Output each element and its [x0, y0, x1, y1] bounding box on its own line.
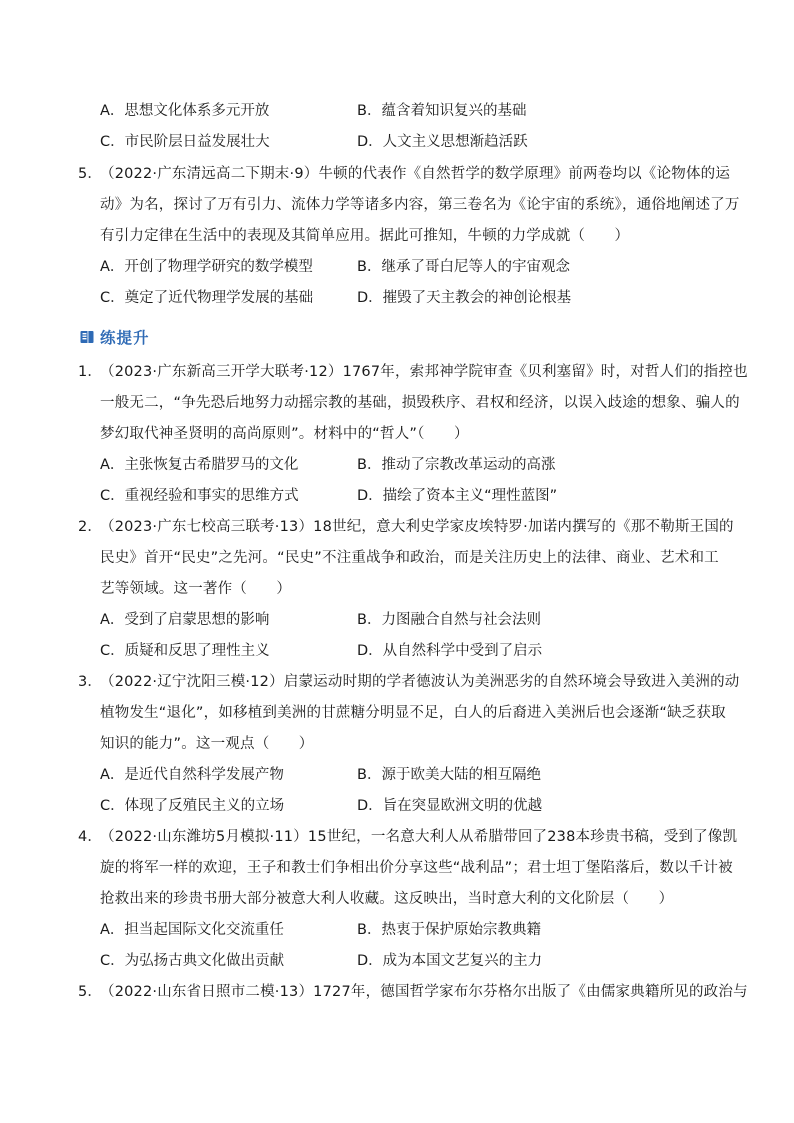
q4-number: 4． [78, 829, 103, 845]
q1-option-b[interactable]: B．推动了宗教改革运动的高涨 [357, 457, 556, 473]
q5-number: 5． [78, 984, 103, 1000]
q4-text1: （2022·山东潍坊5月模拟·11）15世纪，一名意大利人从希腊带回了238本珍贵书稿，受到了像凯 [100, 829, 738, 845]
prev-option-b[interactable]: B．蕴含着知识复兴的基础 [357, 103, 527, 119]
q1-number: 1． [78, 364, 103, 380]
q4-option-b[interactable]: B．热衷于保护原始宗教典籍 [357, 922, 541, 938]
section-header [80, 325, 150, 349]
prev-option-c[interactable]: C．市民阶层日益发展壮大 [100, 134, 270, 150]
q5-basic-stem-line2: 动》为名，探讨了万有引力、流体力学等诸多内容，第三卷名为《论宇宙的系统》，通俗地阐述了万 [100, 197, 740, 213]
q2-stem-line1 [78, 517, 734, 537]
q1-stem-line1 [78, 362, 748, 382]
q5-basic-text1: （2022·广东清远高二下期末·9）牛顿的代表作《自然哲学的数学原理》前两卷均以《论物体的运 [100, 166, 731, 182]
q5-basic-option-b[interactable]: B．继承了哥白尼等人的宇宙观念 [357, 259, 570, 275]
q3-option-d[interactable]: D．旨在突显欧洲文明的优越 [357, 798, 543, 814]
book-icon [80, 330, 94, 344]
q4-stem-line3: 抢救出来的珍贵书册大部分被意大利人收藏。这反映出，当时意大利的文化阶层（ ） [100, 891, 674, 907]
q2-number: 2． [78, 519, 103, 535]
q5-basic-stem-line1 [78, 164, 730, 184]
q4-stem-line2: 旋的将军一样的欢迎，王子和教士们争相出价分享这些“战利品”；君士坦丁堡陷落后，数以千计被 [100, 860, 733, 876]
q1-stem-line3: 梦幻取代神圣贤明的高尚原则”。材料中的“哲人”（ ） [100, 426, 469, 442]
q1-stem-line2: 一般无二，“争先恐后地努力动摇宗教的基础，损毁秩序、君权和经济，以误入歧途的想象、骗人的 [100, 395, 740, 411]
q1-option-a[interactable]: A．主张恢复古希腊罗马的文化 [100, 457, 299, 473]
q5-basic-option-c[interactable]: C．奠定了近代物理学发展的基础 [100, 290, 314, 306]
q2-stem-line3: 艺等领域。这一著作（ ） [100, 581, 292, 597]
q3-stem-line1 [78, 672, 739, 692]
q3-number: 3． [78, 674, 103, 690]
q2-option-a[interactable]: A．受到了启蒙思想的影响 [100, 612, 270, 628]
q2-text1: （2023·广东七校高三联考·13）18世纪，意大利史学家皮埃特罗·加诺内撰写的《那不勒斯王国的 [100, 519, 734, 535]
q5-basic-stem-line3: 有引力定律在生活中的表现及其简单应用。据此可推知，牛顿的力学成就（ ） [100, 228, 630, 244]
prev-option-d[interactable]: D．人文主义思想渐趋活跃 [357, 134, 528, 150]
q4-option-c[interactable]: C．为弘扬古典文化做出贡献 [100, 953, 285, 969]
q1-option-d[interactable]: D．描绘了资本主义“理性蓝图” [357, 488, 558, 504]
q4-stem-line1 [78, 827, 737, 847]
q2-option-c[interactable]: C．质疑和反思了理性主义 [100, 643, 270, 659]
q5-basic-option-d[interactable]: D．摧毁了天主教会的神创论根基 [357, 290, 572, 306]
q4-option-d[interactable]: D．成为本国文艺复兴的主力 [357, 953, 543, 969]
q3-option-c[interactable]: C．体现了反殖民主义的立场 [100, 798, 285, 814]
q3-option-a[interactable]: A．是近代自然科学发展产物 [100, 767, 284, 783]
q3-stem-line3: 知识的能力”。这一观点（ ） [100, 736, 314, 752]
q2-option-d[interactable]: D．从自然科学中受到了启示 [357, 643, 543, 659]
q5-basic-option-a[interactable]: A．开创了物理学研究的数学模型 [100, 259, 313, 275]
q3-text1: （2022·辽宁沈阳三模·12）启蒙运动时期的学者德波认为美洲恶劣的自然环境会导致进入美洲的动 [100, 674, 740, 690]
q4-option-a[interactable]: A．担当起国际文化交流重任 [100, 922, 284, 938]
q1-option-c[interactable]: C．重视经验和事实的思维方式 [100, 488, 299, 504]
q5-stem-line1 [78, 982, 748, 1002]
q2-option-b[interactable]: B．力图融合自然与社会法则 [357, 612, 541, 628]
q2-stem-line2: 民史》首开“民史”之先河。“民史”不注重战争和政治，而是关注历史上的法律、商业、艺术和工 [100, 550, 719, 566]
prev-option-a[interactable]: A．思想文化体系多元开放 [100, 103, 270, 119]
section-title: 练提升 [100, 329, 150, 347]
q1-text1: （2023·广东新高三开学大联考·12）1767年，索邦神学院审查《贝利塞留》时，对哲人们的指控也 [100, 364, 748, 380]
q5-text1: （2022·山东省日照市二模·13）1727年，德国哲学家布尔芬格尔出版了《由儒家典籍所见的政治与 [100, 984, 748, 1000]
q5-basic-number: 5． [78, 166, 103, 182]
q3-stem-line2: 植物发生“退化”，如移植到美洲的甘蔗糖分明显不足，白人的后裔进入美洲后也会逐渐“缺乏获取 [100, 705, 726, 721]
q3-option-b[interactable]: B．源于欧美大陆的相互隔绝 [357, 767, 541, 783]
